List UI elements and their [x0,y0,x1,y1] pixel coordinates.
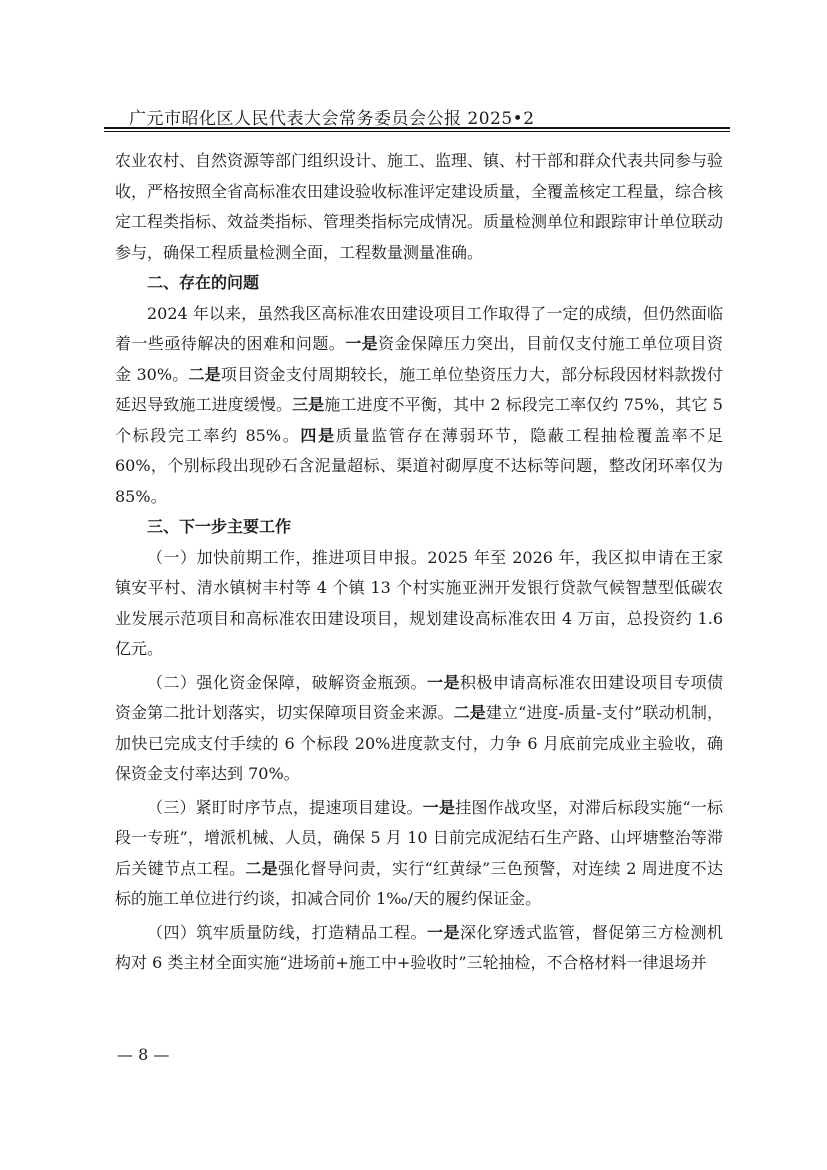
step-4-text-1: 深化穿透式监管，督促第三方检测机构对 6 类主材全面实施“进场前+施工中+验收时”三轮抽检，不合格材料一律退场并 [115,922,723,972]
page-number: — 8 — [117,1045,170,1064]
section-heading-next-steps: 三、下一步主要工作 [147,517,292,536]
step-3-marker-1: 一是 [422,797,456,817]
problem-3-marker: 三是 [292,395,325,414]
problem-1-text: 资金保障压力突出，目前仅支付施工单位项目资金 30%。 [115,334,723,384]
step-4-marker-1: 一是 [426,922,460,942]
paragraph-problems [115,299,723,513]
paragraph-acceptance: 农业农村、自然资源等部门组织设计、施工、监理、镇、村干部和群众代表共同参与验收，严格按照全省高标准农田建设验收标准评定建设质量，全覆盖核定工程量，综合核定工程类指标、效益类指标、管理类指标完成情况。质量检测单位和跟踪审计单位联动参与，确保工程质量检测全面，工程数量测量准确。 [115,151,724,262]
step-1-text: 2025 年至 2026 年，我区拟申请在王家镇安平村、清水镇树丰村等 4 个镇 13 个村实施亚洲开发银行贷款气候智慧型低碳农业发展示范项目和高标准农田建设项目，规划建设高标准农田 4 万亩，总投资约 1.6 亿元。 [115,547,723,658]
paragraph-step-3 [115,793,723,915]
document-body [115,146,723,979]
step-2-marker-2: 二是 [453,703,486,722]
problem-1-marker: 一是 [345,334,379,353]
step-3-marker-2: 二是 [245,858,278,878]
step-2-lead: （二）强化资金保障，破解资金瓶颈。 [147,672,427,692]
step-4-lead: （四）筑牢质量防线，打造精品工程。 [147,922,427,942]
bulletin-header-title: 广元市昭化区人民代表大会常务委员会公报 2025•2 [129,109,535,129]
problem-3-text: 施工进度不平衡，其中 2 标段完工率仅约 75%，其它 5 个标段完工率约 85%。 [115,395,723,445]
problem-2-text: 项目资金支付周期较长，施工单位垫资压力大，部分标段因材料款拨付延迟导致施工进度缓慢。 [115,364,723,414]
section-heading-problems: 二、存在的问题 [147,273,260,292]
paragraph-step-4 [115,918,723,979]
paragraph-step-2 [115,668,723,790]
step-3-text-2: 强化督导问责，实行“红黄绿”三色预警，对连续 2 周进度不达标的施工单位进行约谈，扣减合同价 1‰/天的履约保证金。 [115,858,723,908]
step-1-lead: （一）加快前期工作，推进项目申报。 [147,547,428,567]
step-3-lead: （三）紧盯时序节点，提速项目建设。 [147,797,423,817]
header-rule-thick [104,127,730,129]
problem-4-marker: 四是 [300,425,336,445]
step-3-text-1: 挂图作战攻坚，对滞后标段实施“一标段一专班”，增派机械、人员，确保 5 月 10 日前完成泥结石生产路、山坪塘整治等滞后关键节点工程。 [115,797,723,878]
problem-4-text: 质量监管存在薄弱环节，隐蔽工程抽检覆盖率不足 60%，个别标段出现砂石含泥量超标、渠道衬砌厚度不达标等问题，整改闭环率仅为 85%。 [115,425,723,506]
step-2-text-1: 积极申请高标准农田建设项目专项债资金第二批计划落实，切实保障项目资金来源。 [115,672,723,722]
step-2-marker-1: 一是 [426,672,460,692]
problem-2-marker: 二是 [188,364,221,384]
paragraph-step-1 [115,543,723,665]
header-rule-thin [104,131,730,132]
step-2-text-2: 建立“进度-质量-支付”联动机制，加快已完成支付手续的 6 个标段 20%进度款支付，力争 6 月底前完成业主验收，确保资金支付率达到 70%。 [115,703,723,783]
problems-intro: 2024 年以来，虽然我区高标准农田建设项目工作取得了一定的成绩，但仍然面临着一些亟待解决的困难和问题。 [115,303,723,353]
